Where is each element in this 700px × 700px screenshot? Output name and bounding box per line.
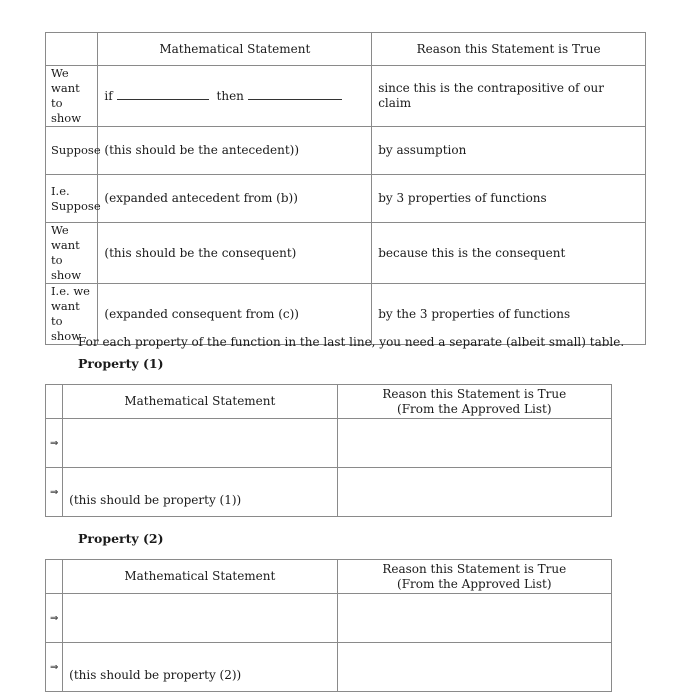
table-row — [46, 127, 646, 175]
property-1-heading: Property (1) — [78, 356, 164, 371]
row-label: Suppose — [46, 127, 98, 175]
table-row — [46, 468, 612, 517]
header-reason — [337, 560, 611, 594]
antecedent-blank[interactable] — [117, 88, 209, 100]
instructions-text: For each property of the function in the last line, you need a separate (albeit small) table. — [78, 335, 625, 349]
reason-cell: by assumption — [372, 127, 646, 175]
if-then-statement — [98, 66, 372, 127]
then-word: then — [216, 89, 244, 103]
table-row — [46, 643, 612, 692]
statement-cell: (this should be property (1)) — [63, 468, 337, 517]
implies-icon: ⇒ — [46, 468, 63, 517]
consequent-blank[interactable] — [248, 88, 342, 100]
table-row — [46, 223, 646, 284]
implies-icon: ⇒ — [46, 643, 63, 692]
reason-cell: by the 3 properties of functions — [372, 284, 646, 345]
header-reason-line2: (From the Approved List) — [397, 576, 552, 591]
statement-cell: (this should be property (2)) — [63, 643, 337, 692]
statement-cell[interactable] — [63, 594, 337, 643]
header-reason-line1: Reason this Statement is True — [382, 386, 567, 401]
property-2-heading: Property (2) — [78, 531, 164, 546]
header-reason: Reason this Statement is True — [372, 33, 646, 66]
table-row — [46, 66, 646, 127]
table-row — [46, 594, 612, 643]
statement-cell: (this should be the antecedent)) — [98, 127, 372, 175]
row-label: I.e. Suppose — [46, 175, 98, 223]
header-statement: Mathematical Statement — [63, 560, 337, 594]
header-empty — [46, 560, 63, 594]
reason-cell: by 3 properties of functions — [372, 175, 646, 223]
property-2-header — [46, 560, 612, 594]
reason-cell[interactable] — [337, 419, 611, 468]
header-statement: Mathematical Statement — [98, 33, 372, 66]
reason-cell[interactable] — [337, 643, 611, 692]
statement-cell: (expanded antecedent from (b)) — [98, 175, 372, 223]
implies-icon: ⇒ — [46, 419, 63, 468]
header-reason-line2: (From the Approved List) — [397, 401, 552, 416]
property-2-table — [45, 559, 612, 692]
statement-cell[interactable] — [63, 419, 337, 468]
reason-cell[interactable] — [337, 594, 611, 643]
table-row — [46, 419, 612, 468]
statement-cell: (expanded consequent from (c)) — [98, 284, 372, 345]
reason-cell: since this is the contrapositive of our claim — [372, 66, 646, 127]
header-empty — [46, 385, 63, 419]
row-label: We want to show — [46, 223, 98, 284]
property-1-table — [45, 384, 612, 517]
proof-table — [45, 32, 646, 345]
reason-cell: because this is the consequent — [372, 223, 646, 284]
table-row — [46, 175, 646, 223]
property-1-header — [46, 385, 612, 419]
row-label: We want to show — [46, 66, 98, 127]
row-label: I.e. we want to show — [46, 284, 98, 345]
if-word: if — [104, 89, 113, 103]
proof-table-header — [46, 33, 646, 66]
header-reason-line1: Reason this Statement is True — [382, 561, 567, 576]
header-empty — [46, 33, 98, 66]
reason-cell[interactable] — [337, 468, 611, 517]
header-statement: Mathematical Statement — [63, 385, 337, 419]
statement-cell: (this should be the consequent) — [98, 223, 372, 284]
implies-icon: ⇒ — [46, 594, 63, 643]
header-reason — [337, 385, 611, 419]
